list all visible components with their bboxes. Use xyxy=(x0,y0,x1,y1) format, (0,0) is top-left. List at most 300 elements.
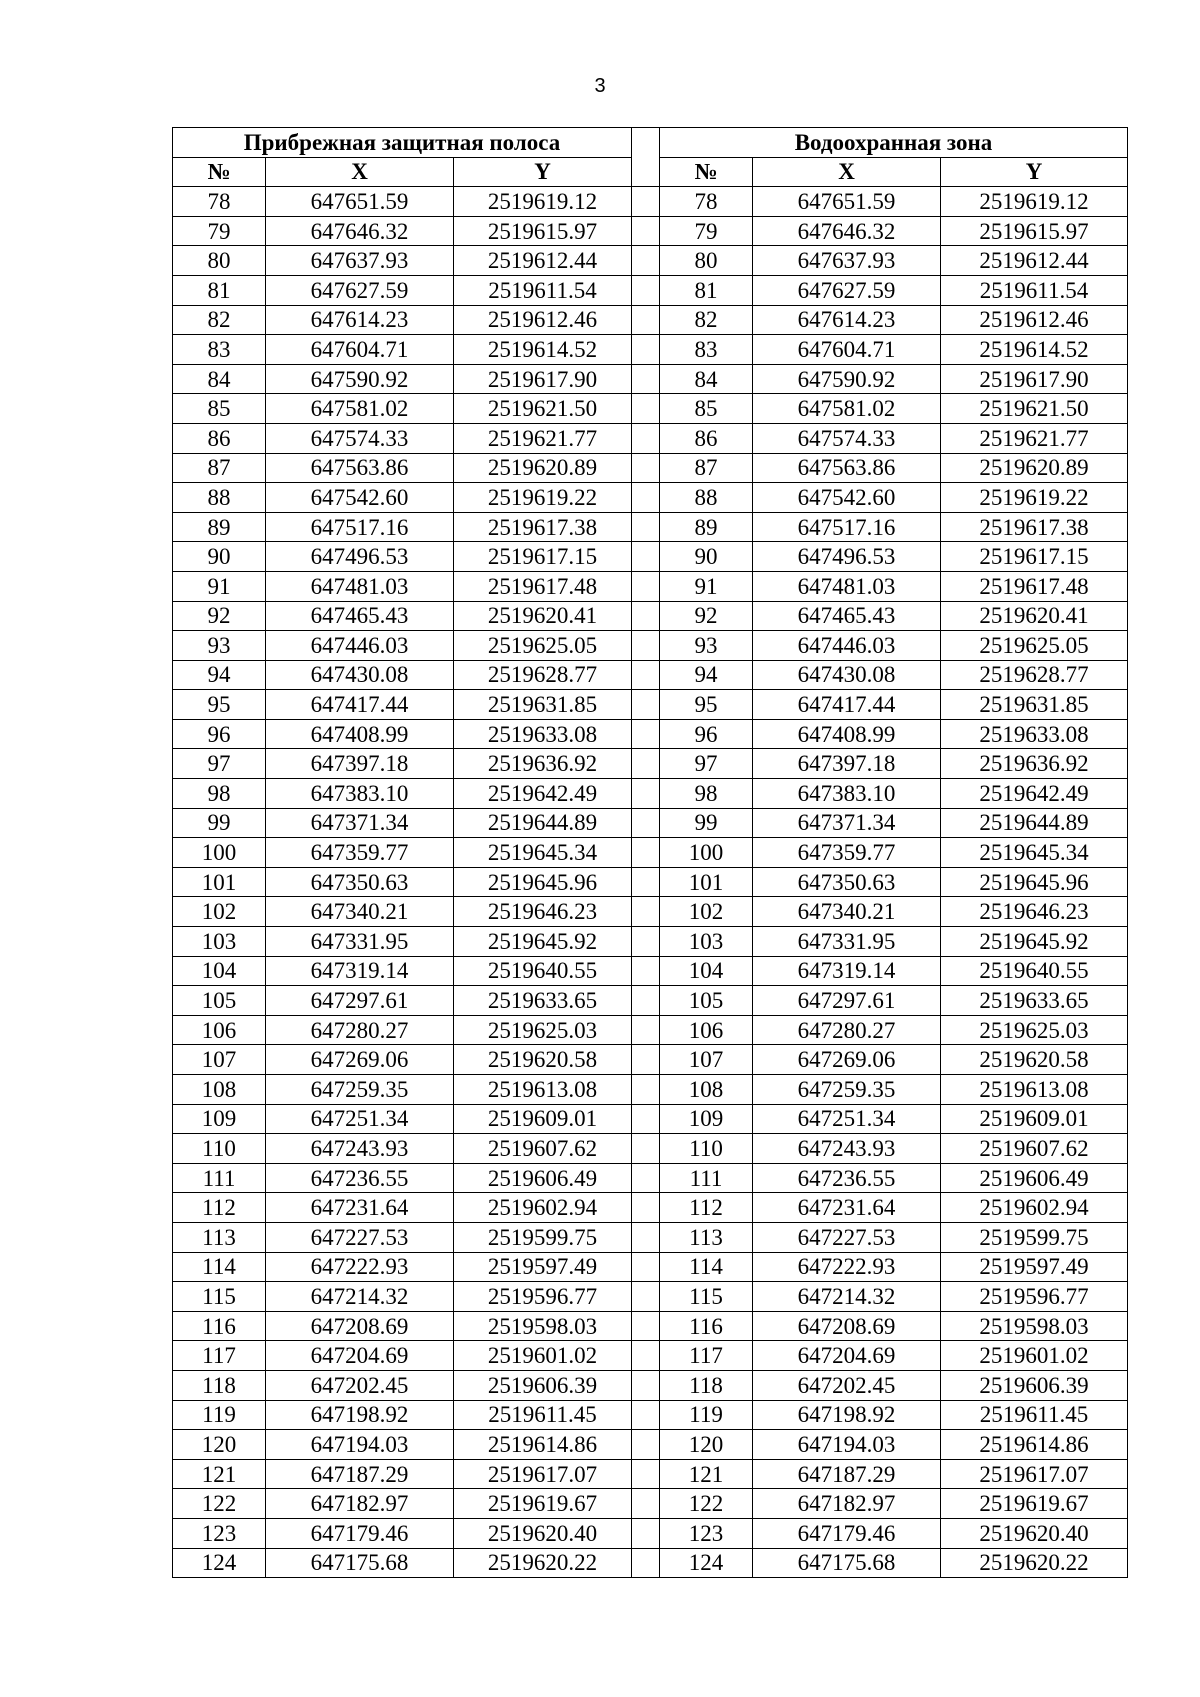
left-cell-x: 647646.32 xyxy=(266,216,454,246)
right-cell-number: 120 xyxy=(660,1430,753,1460)
left-cell-y: 2519602.94 xyxy=(454,1193,632,1223)
left-cell-x: 647496.53 xyxy=(266,542,454,572)
right-cell-x: 647359.77 xyxy=(753,838,941,868)
left-cell-number: 107 xyxy=(173,1045,266,1075)
right-cell-y: 2519645.92 xyxy=(941,927,1128,957)
right-cell-number: 114 xyxy=(660,1252,753,1282)
left-cell-y: 2519611.45 xyxy=(454,1400,632,1430)
column-separator xyxy=(632,1518,660,1548)
table-row xyxy=(173,335,1128,365)
right-cell-x: 647542.60 xyxy=(753,483,941,513)
right-cell-number: 104 xyxy=(660,956,753,986)
right-cell-x: 647187.29 xyxy=(753,1459,941,1489)
table-row xyxy=(173,1400,1128,1430)
right-cell-x: 647604.71 xyxy=(753,335,941,365)
page-number: 3 xyxy=(594,75,606,97)
right-cell-y: 2519619.12 xyxy=(941,187,1128,217)
right-cell-y: 2519599.75 xyxy=(941,1222,1128,1252)
right-cell-y: 2519617.48 xyxy=(941,571,1128,601)
right-cell-x: 647182.97 xyxy=(753,1489,941,1519)
right-cell-x: 647175.68 xyxy=(753,1548,941,1578)
right-cell-x: 647297.61 xyxy=(753,986,941,1016)
left-cell-x: 647179.46 xyxy=(266,1518,454,1548)
right-cell-number: 121 xyxy=(660,1459,753,1489)
left-cell-number: 97 xyxy=(173,749,266,779)
table-row xyxy=(173,394,1128,424)
right-cell-number: 112 xyxy=(660,1193,753,1223)
left-cell-y: 2519606.49 xyxy=(454,1163,632,1193)
left-cell-y: 2519612.44 xyxy=(454,246,632,276)
table-row xyxy=(173,1015,1128,1045)
table-row xyxy=(173,364,1128,394)
left-cell-x: 647517.16 xyxy=(266,512,454,542)
table-row xyxy=(173,453,1128,483)
left-cell-number: 110 xyxy=(173,1134,266,1164)
left-cell-y: 2519606.39 xyxy=(454,1370,632,1400)
left-cell-y: 2519598.03 xyxy=(454,1311,632,1341)
right-cell-number: 107 xyxy=(660,1045,753,1075)
table-row xyxy=(173,1045,1128,1075)
left-cell-y: 2519631.85 xyxy=(454,690,632,720)
column-separator xyxy=(632,1163,660,1193)
column-separator xyxy=(632,631,660,661)
left-cell-x: 647637.93 xyxy=(266,246,454,276)
left-cell-x: 647227.53 xyxy=(266,1222,454,1252)
column-separator xyxy=(632,749,660,779)
right-cell-number: 105 xyxy=(660,986,753,1016)
column-separator xyxy=(632,956,660,986)
right-cell-x: 647208.69 xyxy=(753,1311,941,1341)
left-cell-x: 647604.71 xyxy=(266,335,454,365)
left-cell-x: 647222.93 xyxy=(266,1252,454,1282)
right-cell-number: 110 xyxy=(660,1134,753,1164)
left-cell-x: 647397.18 xyxy=(266,749,454,779)
column-separator xyxy=(632,1222,660,1252)
right-cell-number: 117 xyxy=(660,1341,753,1371)
table-row xyxy=(173,867,1128,897)
left-cell-x: 647208.69 xyxy=(266,1311,454,1341)
left-header-number: № xyxy=(173,157,266,187)
right-cell-x: 647397.18 xyxy=(753,749,941,779)
left-cell-y: 2519620.89 xyxy=(454,453,632,483)
left-cell-x: 647651.59 xyxy=(266,187,454,217)
right-cell-y: 2519614.86 xyxy=(941,1430,1128,1460)
right-cell-number: 86 xyxy=(660,423,753,453)
column-separator xyxy=(632,690,660,720)
left-cell-number: 81 xyxy=(173,275,266,305)
right-cell-number: 106 xyxy=(660,1015,753,1045)
right-cell-y: 2519614.52 xyxy=(941,335,1128,365)
table-row xyxy=(173,542,1128,572)
right-cell-x: 647614.23 xyxy=(753,305,941,335)
column-separator xyxy=(632,1193,660,1223)
right-cell-y: 2519617.38 xyxy=(941,512,1128,542)
column-separator xyxy=(632,128,660,187)
column-separator xyxy=(632,1459,660,1489)
right-cell-y: 2519628.77 xyxy=(941,660,1128,690)
right-cell-y: 2519620.41 xyxy=(941,601,1128,631)
left-cell-number: 114 xyxy=(173,1252,266,1282)
column-separator xyxy=(632,364,660,394)
left-cell-x: 647430.08 xyxy=(266,660,454,690)
right-cell-number: 122 xyxy=(660,1489,753,1519)
right-cell-y: 2519642.49 xyxy=(941,779,1128,809)
right-cell-x: 647383.10 xyxy=(753,779,941,809)
right-cell-x: 647231.64 xyxy=(753,1193,941,1223)
right-cell-number: 100 xyxy=(660,838,753,868)
right-cell-number: 92 xyxy=(660,601,753,631)
column-separator xyxy=(632,394,660,424)
left-cell-y: 2519633.08 xyxy=(454,719,632,749)
right-cell-number: 82 xyxy=(660,305,753,335)
left-cell-y: 2519619.22 xyxy=(454,483,632,513)
right-cell-x: 647202.45 xyxy=(753,1370,941,1400)
left-cell-x: 647280.27 xyxy=(266,1015,454,1045)
right-cell-y: 2519621.77 xyxy=(941,423,1128,453)
column-separator xyxy=(632,1015,660,1045)
right-cell-number: 85 xyxy=(660,394,753,424)
column-separator xyxy=(632,335,660,365)
right-cell-x: 647227.53 xyxy=(753,1222,941,1252)
table-row xyxy=(173,1518,1128,1548)
column-separator xyxy=(632,187,660,217)
column-separator xyxy=(632,483,660,513)
table-row xyxy=(173,512,1128,542)
left-cell-y: 2519599.75 xyxy=(454,1222,632,1252)
left-cell-number: 111 xyxy=(173,1163,266,1193)
left-cell-y: 2519640.55 xyxy=(454,956,632,986)
right-cell-x: 647574.33 xyxy=(753,423,941,453)
right-cell-y: 2519646.23 xyxy=(941,897,1128,927)
column-separator xyxy=(632,779,660,809)
left-cell-y: 2519617.07 xyxy=(454,1459,632,1489)
right-cell-x: 647408.99 xyxy=(753,719,941,749)
left-cell-y: 2519645.92 xyxy=(454,927,632,957)
left-cell-x: 647417.44 xyxy=(266,690,454,720)
column-separator xyxy=(632,867,660,897)
left-cell-number: 84 xyxy=(173,364,266,394)
column-separator xyxy=(632,1134,660,1164)
right-cell-x: 647496.53 xyxy=(753,542,941,572)
left-cell-number: 78 xyxy=(173,187,266,217)
left-header-x: X xyxy=(266,157,454,187)
right-cell-number: 123 xyxy=(660,1518,753,1548)
right-cell-number: 99 xyxy=(660,808,753,838)
right-cell-number: 116 xyxy=(660,1311,753,1341)
right-cell-x: 647214.32 xyxy=(753,1282,941,1312)
right-cell-number: 80 xyxy=(660,246,753,276)
right-cell-number: 113 xyxy=(660,1222,753,1252)
column-separator xyxy=(632,1282,660,1312)
left-cell-number: 100 xyxy=(173,838,266,868)
column-separator xyxy=(632,1311,660,1341)
left-cell-x: 647614.23 xyxy=(266,305,454,335)
left-cell-y: 2519621.50 xyxy=(454,394,632,424)
right-cell-y: 2519620.58 xyxy=(941,1045,1128,1075)
right-cell-number: 87 xyxy=(660,453,753,483)
left-cell-y: 2519621.77 xyxy=(454,423,632,453)
table-row xyxy=(173,779,1128,809)
right-cell-number: 103 xyxy=(660,927,753,957)
table-row xyxy=(173,1489,1128,1519)
right-cell-y: 2519620.22 xyxy=(941,1548,1128,1578)
left-cell-number: 103 xyxy=(173,927,266,957)
column-separator xyxy=(632,986,660,1016)
left-cell-x: 647574.33 xyxy=(266,423,454,453)
column-separator xyxy=(632,719,660,749)
table-row xyxy=(173,1075,1128,1105)
right-cell-number: 109 xyxy=(660,1104,753,1134)
table-row xyxy=(173,631,1128,661)
column-separator xyxy=(632,897,660,927)
left-cell-x: 647259.35 xyxy=(266,1075,454,1105)
table-row xyxy=(173,1311,1128,1341)
right-cell-number: 88 xyxy=(660,483,753,513)
left-cell-number: 112 xyxy=(173,1193,266,1223)
column-separator xyxy=(632,1370,660,1400)
right-cell-x: 647194.03 xyxy=(753,1430,941,1460)
right-cell-number: 115 xyxy=(660,1282,753,1312)
left-cell-y: 2519617.90 xyxy=(454,364,632,394)
right-cell-y: 2519613.08 xyxy=(941,1075,1128,1105)
table-row xyxy=(173,897,1128,927)
left-cell-y: 2519617.15 xyxy=(454,542,632,572)
column-separator xyxy=(632,512,660,542)
left-cell-x: 647297.61 xyxy=(266,986,454,1016)
left-cell-y: 2519620.41 xyxy=(454,601,632,631)
column-separator xyxy=(632,275,660,305)
right-cell-x: 647251.34 xyxy=(753,1104,941,1134)
right-cell-x: 647198.92 xyxy=(753,1400,941,1430)
table-row xyxy=(173,187,1128,217)
right-cell-y: 2519645.34 xyxy=(941,838,1128,868)
left-cell-y: 2519596.77 xyxy=(454,1282,632,1312)
left-cell-y: 2519620.22 xyxy=(454,1548,632,1578)
table-row xyxy=(173,1282,1128,1312)
left-cell-number: 113 xyxy=(173,1222,266,1252)
left-cell-y: 2519614.52 xyxy=(454,335,632,365)
left-cell-number: 95 xyxy=(173,690,266,720)
right-cell-y: 2519602.94 xyxy=(941,1193,1128,1223)
left-cell-x: 647236.55 xyxy=(266,1163,454,1193)
table-row xyxy=(173,660,1128,690)
right-cell-y: 2519619.22 xyxy=(941,483,1128,513)
right-cell-x: 647331.95 xyxy=(753,927,941,957)
left-cell-y: 2519625.03 xyxy=(454,1015,632,1045)
right-cell-number: 124 xyxy=(660,1548,753,1578)
right-cell-number: 96 xyxy=(660,719,753,749)
table-row xyxy=(173,1193,1128,1223)
left-cell-number: 116 xyxy=(173,1311,266,1341)
table-row xyxy=(173,1104,1128,1134)
left-cell-number: 123 xyxy=(173,1518,266,1548)
left-cell-y: 2519613.08 xyxy=(454,1075,632,1105)
left-cell-x: 647214.32 xyxy=(266,1282,454,1312)
table-row xyxy=(173,1370,1128,1400)
right-cell-y: 2519625.03 xyxy=(941,1015,1128,1045)
table-row xyxy=(173,305,1128,335)
right-cell-y: 2519645.96 xyxy=(941,867,1128,897)
left-cell-y: 2519615.97 xyxy=(454,216,632,246)
right-cell-x: 647204.69 xyxy=(753,1341,941,1371)
right-cell-y: 2519611.45 xyxy=(941,1400,1128,1430)
right-cell-number: 97 xyxy=(660,749,753,779)
left-cell-number: 108 xyxy=(173,1075,266,1105)
left-cell-number: 85 xyxy=(173,394,266,424)
table-row xyxy=(173,927,1128,957)
right-cell-y: 2519617.15 xyxy=(941,542,1128,572)
left-cell-y: 2519620.58 xyxy=(454,1045,632,1075)
column-separator xyxy=(632,1104,660,1134)
right-cell-x: 647646.32 xyxy=(753,216,941,246)
column-separator xyxy=(632,1252,660,1282)
right-cell-number: 101 xyxy=(660,867,753,897)
right-cell-number: 83 xyxy=(660,335,753,365)
table-row xyxy=(173,808,1128,838)
column-separator xyxy=(632,1075,660,1105)
right-header-y: Y xyxy=(941,157,1128,187)
left-cell-x: 647563.86 xyxy=(266,453,454,483)
table-row xyxy=(173,1459,1128,1489)
left-cell-number: 109 xyxy=(173,1104,266,1134)
left-section-title: Прибрежная защитная полоса xyxy=(173,128,632,158)
right-cell-number: 81 xyxy=(660,275,753,305)
right-cell-x: 647222.93 xyxy=(753,1252,941,1282)
column-separator xyxy=(632,1489,660,1519)
right-cell-y: 2519615.97 xyxy=(941,216,1128,246)
table-row xyxy=(173,690,1128,720)
section-header-row xyxy=(173,128,1128,158)
left-cell-x: 647350.63 xyxy=(266,867,454,897)
right-cell-number: 119 xyxy=(660,1400,753,1430)
table-row xyxy=(173,216,1128,246)
left-cell-number: 121 xyxy=(173,1459,266,1489)
left-cell-x: 647194.03 xyxy=(266,1430,454,1460)
left-cell-number: 89 xyxy=(173,512,266,542)
right-cell-y: 2519609.01 xyxy=(941,1104,1128,1134)
left-cell-number: 90 xyxy=(173,542,266,572)
right-header-number: № xyxy=(660,157,753,187)
right-header-x: X xyxy=(753,157,941,187)
right-cell-y: 2519644.89 xyxy=(941,808,1128,838)
table-row xyxy=(173,1548,1128,1578)
left-cell-x: 647331.95 xyxy=(266,927,454,957)
right-cell-x: 647371.34 xyxy=(753,808,941,838)
table-row xyxy=(173,571,1128,601)
left-cell-y: 2519612.46 xyxy=(454,305,632,335)
left-cell-y: 2519625.05 xyxy=(454,631,632,661)
left-cell-number: 105 xyxy=(173,986,266,1016)
right-cell-y: 2519607.62 xyxy=(941,1134,1128,1164)
right-cell-y: 2519621.50 xyxy=(941,394,1128,424)
right-cell-x: 647637.93 xyxy=(753,246,941,276)
left-cell-number: 118 xyxy=(173,1370,266,1400)
right-cell-x: 647243.93 xyxy=(753,1134,941,1164)
left-cell-x: 647340.21 xyxy=(266,897,454,927)
right-cell-number: 78 xyxy=(660,187,753,217)
column-separator xyxy=(632,838,660,868)
table-row xyxy=(173,246,1128,276)
right-cell-number: 102 xyxy=(660,897,753,927)
column-separator xyxy=(632,927,660,957)
table-row xyxy=(173,1163,1128,1193)
right-cell-x: 647627.59 xyxy=(753,275,941,305)
right-cell-y: 2519606.39 xyxy=(941,1370,1128,1400)
left-cell-x: 647542.60 xyxy=(266,483,454,513)
right-cell-x: 647651.59 xyxy=(753,187,941,217)
left-cell-x: 647581.02 xyxy=(266,394,454,424)
left-cell-number: 83 xyxy=(173,335,266,365)
left-cell-number: 79 xyxy=(173,216,266,246)
right-cell-y: 2519620.89 xyxy=(941,453,1128,483)
right-cell-x: 647236.55 xyxy=(753,1163,941,1193)
right-cell-y: 2519617.07 xyxy=(941,1459,1128,1489)
left-cell-y: 2519642.49 xyxy=(454,779,632,809)
table-row xyxy=(173,1430,1128,1460)
left-cell-number: 104 xyxy=(173,956,266,986)
right-cell-number: 93 xyxy=(660,631,753,661)
column-separator xyxy=(632,601,660,631)
right-cell-y: 2519598.03 xyxy=(941,1311,1128,1341)
column-separator xyxy=(632,423,660,453)
table-row xyxy=(173,483,1128,513)
right-cell-number: 111 xyxy=(660,1163,753,1193)
left-cell-number: 80 xyxy=(173,246,266,276)
left-cell-x: 647383.10 xyxy=(266,779,454,809)
table-row xyxy=(173,601,1128,631)
right-cell-y: 2519597.49 xyxy=(941,1252,1128,1282)
right-cell-x: 647446.03 xyxy=(753,631,941,661)
left-cell-y: 2519619.12 xyxy=(454,187,632,217)
right-cell-x: 647481.03 xyxy=(753,571,941,601)
left-cell-x: 647243.93 xyxy=(266,1134,454,1164)
left-cell-number: 120 xyxy=(173,1430,266,1460)
right-cell-y: 2519633.08 xyxy=(941,719,1128,749)
left-cell-number: 94 xyxy=(173,660,266,690)
left-cell-y: 2519607.62 xyxy=(454,1134,632,1164)
table-row xyxy=(173,275,1128,305)
left-cell-x: 647269.06 xyxy=(266,1045,454,1075)
coordinates-body xyxy=(173,187,1128,1578)
right-cell-x: 647517.16 xyxy=(753,512,941,542)
right-cell-number: 79 xyxy=(660,216,753,246)
right-cell-number: 98 xyxy=(660,779,753,809)
table-row xyxy=(173,719,1128,749)
left-cell-x: 647481.03 xyxy=(266,571,454,601)
right-cell-x: 647465.43 xyxy=(753,601,941,631)
left-header-y: Y xyxy=(454,157,632,187)
left-cell-x: 647319.14 xyxy=(266,956,454,986)
left-cell-y: 2519636.92 xyxy=(454,749,632,779)
left-cell-x: 647359.77 xyxy=(266,838,454,868)
left-cell-x: 647175.68 xyxy=(266,1548,454,1578)
left-cell-y: 2519601.02 xyxy=(454,1341,632,1371)
column-separator xyxy=(632,453,660,483)
table-row xyxy=(173,1222,1128,1252)
right-cell-y: 2519631.85 xyxy=(941,690,1128,720)
left-cell-x: 647408.99 xyxy=(266,719,454,749)
column-separator xyxy=(632,305,660,335)
left-cell-number: 117 xyxy=(173,1341,266,1371)
left-cell-y: 2519611.54 xyxy=(454,275,632,305)
left-cell-number: 86 xyxy=(173,423,266,453)
right-cell-x: 647269.06 xyxy=(753,1045,941,1075)
left-cell-x: 647251.34 xyxy=(266,1104,454,1134)
right-cell-y: 2519596.77 xyxy=(941,1282,1128,1312)
right-cell-number: 90 xyxy=(660,542,753,572)
table-row xyxy=(173,1134,1128,1164)
column-separator xyxy=(632,246,660,276)
